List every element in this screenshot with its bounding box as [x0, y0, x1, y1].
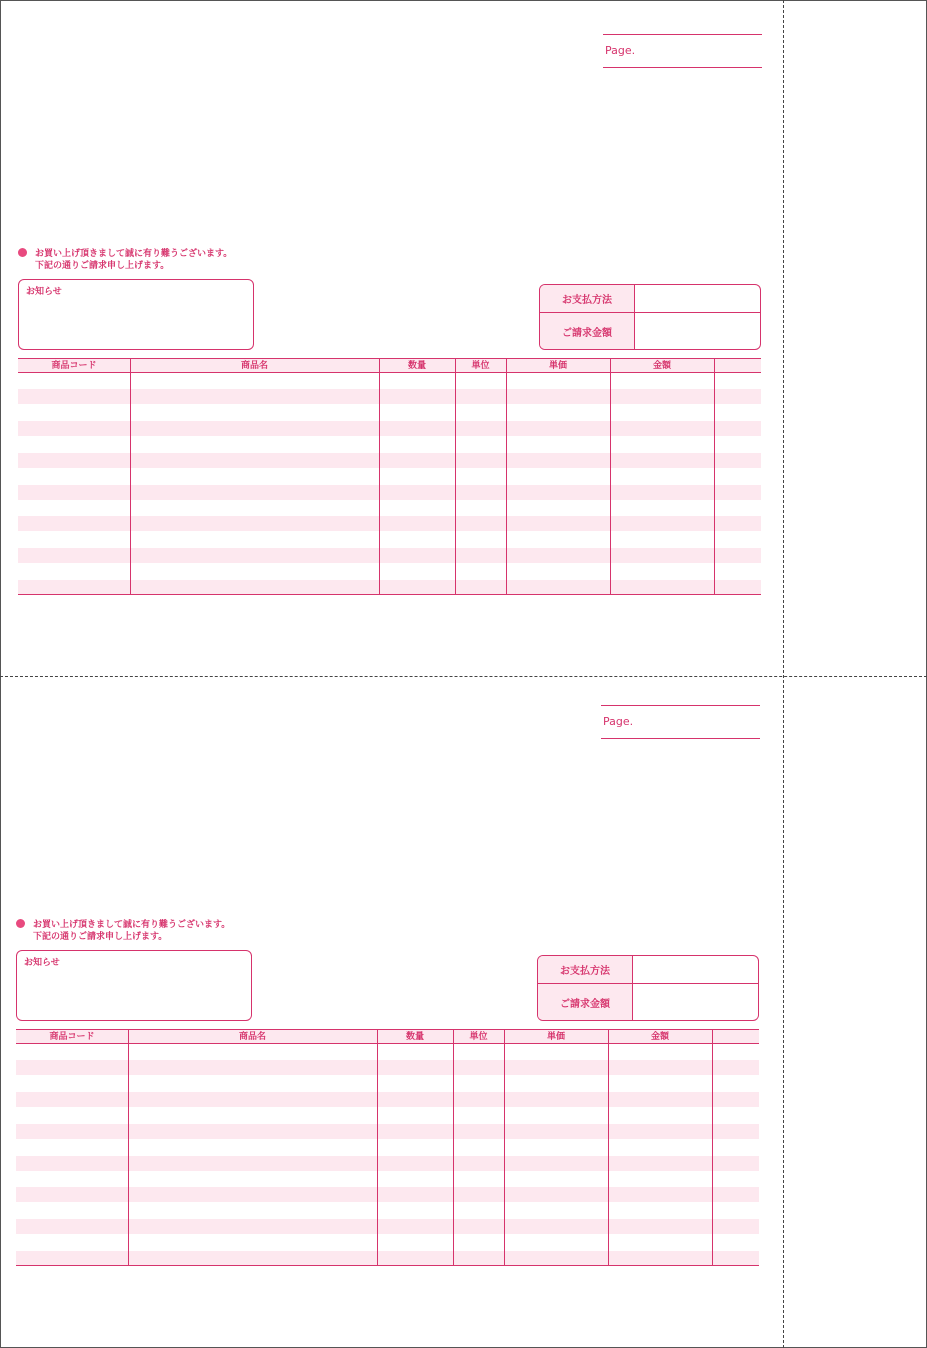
column-divider	[455, 358, 456, 595]
billing-amount-field[interactable]	[635, 313, 760, 349]
col-product-code: 商品コード	[49, 1032, 95, 1042]
table-bottom-border	[18, 594, 761, 595]
payment-method-field[interactable]	[635, 285, 760, 312]
col-unit: 単位	[471, 361, 490, 371]
column-divider	[130, 358, 131, 595]
col-unit-price: 単価	[546, 1032, 565, 1042]
payment-method-label: お支払方法	[540, 285, 635, 312]
notice-label: お知らせ	[24, 958, 60, 968]
column-divider	[714, 358, 715, 595]
column-divider	[379, 358, 380, 595]
billing-amount-label: ご請求金額	[538, 984, 633, 1020]
column-divider	[506, 358, 507, 595]
payment-method-row	[538, 956, 758, 984]
col-amount: 金額	[652, 361, 671, 371]
col-unit-price: 単価	[548, 361, 567, 371]
page-number-box	[601, 705, 760, 739]
column-divider	[504, 1029, 505, 1266]
page-label: Page.	[603, 715, 634, 728]
thanks-line-1: お買い上げ頂きまして誠に有り難うございます。	[33, 920, 231, 930]
column-divider	[453, 1029, 454, 1266]
thanks-line-1: お買い上げ頂きまして誠に有り難うございます。	[35, 249, 233, 259]
bullet-icon	[18, 248, 27, 257]
billing-amount-row	[538, 984, 758, 1020]
billing-amount-label: ご請求金額	[540, 313, 635, 349]
thanks-line-2: 下記の通りご請求申し上げます。	[33, 932, 168, 942]
notice-label: お知らせ	[26, 287, 62, 297]
thanks-message	[16, 919, 230, 943]
billing-amount-field[interactable]	[633, 984, 758, 1020]
items-table	[18, 358, 761, 595]
thanks-line-2: 下記の通りご請求申し上げます。	[35, 261, 170, 271]
payment-method-field[interactable]	[633, 956, 758, 983]
col-product-name: 商品名	[240, 361, 268, 371]
payment-summary-box	[539, 284, 761, 350]
thanks-message	[18, 248, 232, 272]
col-amount: 金額	[650, 1032, 669, 1042]
bullet-icon	[16, 919, 25, 928]
vertical-cut-line	[783, 0, 784, 1348]
payment-method-label: お支払方法	[538, 956, 633, 983]
column-divider	[377, 1029, 378, 1266]
column-divider	[128, 1029, 129, 1266]
col-product-name: 商品名	[238, 1032, 266, 1042]
payment-summary-box	[537, 955, 759, 1021]
items-table	[16, 1029, 759, 1266]
col-extra	[714, 359, 761, 374]
notice-box[interactable]	[18, 279, 254, 350]
column-divider	[712, 1029, 713, 1266]
col-quantity: 数量	[407, 361, 426, 371]
col-quantity: 数量	[405, 1032, 424, 1042]
page-label: Page.	[605, 44, 636, 57]
invoice-form-top	[0, 0, 783, 676]
page-number-box	[603, 34, 762, 68]
invoice-form-bottom	[0, 671, 781, 1347]
col-extra	[712, 1030, 759, 1045]
payment-method-row	[540, 285, 760, 313]
column-divider	[610, 358, 611, 595]
notice-box[interactable]	[16, 950, 252, 1021]
table-bottom-border	[16, 1265, 759, 1266]
col-product-code: 商品コード	[51, 361, 97, 371]
column-divider	[608, 1029, 609, 1266]
billing-amount-row	[540, 313, 760, 349]
col-unit: 単位	[469, 1032, 488, 1042]
